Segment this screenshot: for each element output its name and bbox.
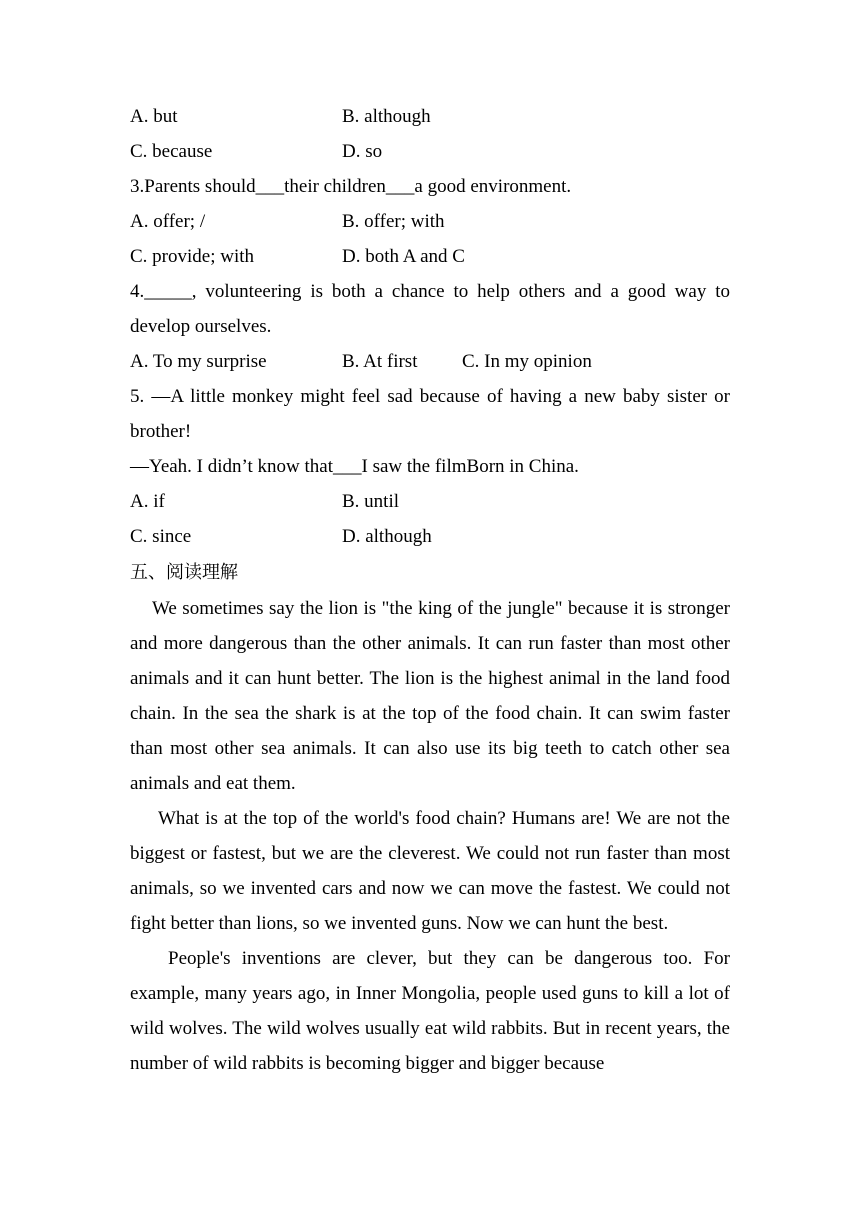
passage-paragraph-1: We sometimes say the lion is "the king of the jungle" because it is stronger and more dangerous than the other animals. It can run faster than most other animals and it can hunt better. The lion is the highest animal in the land food chain. In the sea the shark is at the top of the food chain. It can swim faster than most other sea animals. It can also use its big teeth to catch other sea animals and eat them. (130, 598, 730, 794)
document-content (130, 99, 730, 1081)
question-2-options-row-2 (130, 134, 730, 169)
passage-paragraph-3: People's inventions are clever, but they can be dangerous too. For example, many years ago, in Inner Mongolia, people used guns to kill a lot of wild wolves. The wild wolves usually eat wild rabbits. But in recent years, the number of wild rabbits is becoming bigger and bigger because (130, 948, 730, 1074)
q5-option-c[interactable]: C. since (130, 526, 192, 547)
q3-option-d[interactable]: D. both A and C (342, 246, 465, 267)
passage-paragraph-2: What is at the top of the world's food chain? Humans are! We are not the biggest or fastest, but we are the cleverest. We could not run faster than most animals, so we invented cars and now we can move the fastest. We could not fight better than lions, so we invented guns. Now we can hunt the best. (130, 808, 730, 934)
section-title: 五、阅读理解 (130, 562, 238, 583)
question-2-options-row-1 (130, 99, 730, 134)
q3-option-b[interactable]: B. offer; with (342, 211, 445, 232)
q4-option-b[interactable]: B. At first (342, 351, 418, 372)
q2-option-c[interactable]: C. because (130, 141, 213, 162)
q3-option-c[interactable]: C. provide; with (130, 246, 255, 267)
q2-option-a[interactable]: A. but (130, 106, 178, 127)
question-3-options-row-2 (130, 239, 730, 274)
question-3-options-row-1 (130, 204, 730, 239)
question-5-options-row-1 (130, 484, 730, 519)
q2-option-d[interactable]: D. so (342, 141, 383, 162)
q5-option-a[interactable]: A. if (130, 491, 165, 512)
q5-option-b[interactable]: B. until (342, 491, 400, 512)
q4-option-a[interactable]: A. To my surprise (130, 351, 267, 372)
question-3-stem: 3.Parents should___their children___a good environment. (130, 176, 572, 197)
q5-option-d[interactable]: D. although (342, 526, 432, 547)
q3-option-a[interactable]: A. offer; / (130, 211, 206, 232)
question-4-options-row (130, 344, 730, 379)
question-5-reply: —Yeah. I didn’t know that___I saw the filmBorn in China. (130, 456, 579, 477)
q2-option-b[interactable]: B. although (342, 106, 431, 127)
question-5-stem: 5. —A little monkey might feel sad because of having a new baby sister or brother! (130, 386, 730, 442)
question-4-stem: 4._____, volunteering is both a chance to help others and a good way to develop ourselves. (130, 281, 730, 337)
question-5-options-row-2 (130, 519, 730, 554)
q4-option-c[interactable]: C. In my opinion (462, 351, 592, 372)
